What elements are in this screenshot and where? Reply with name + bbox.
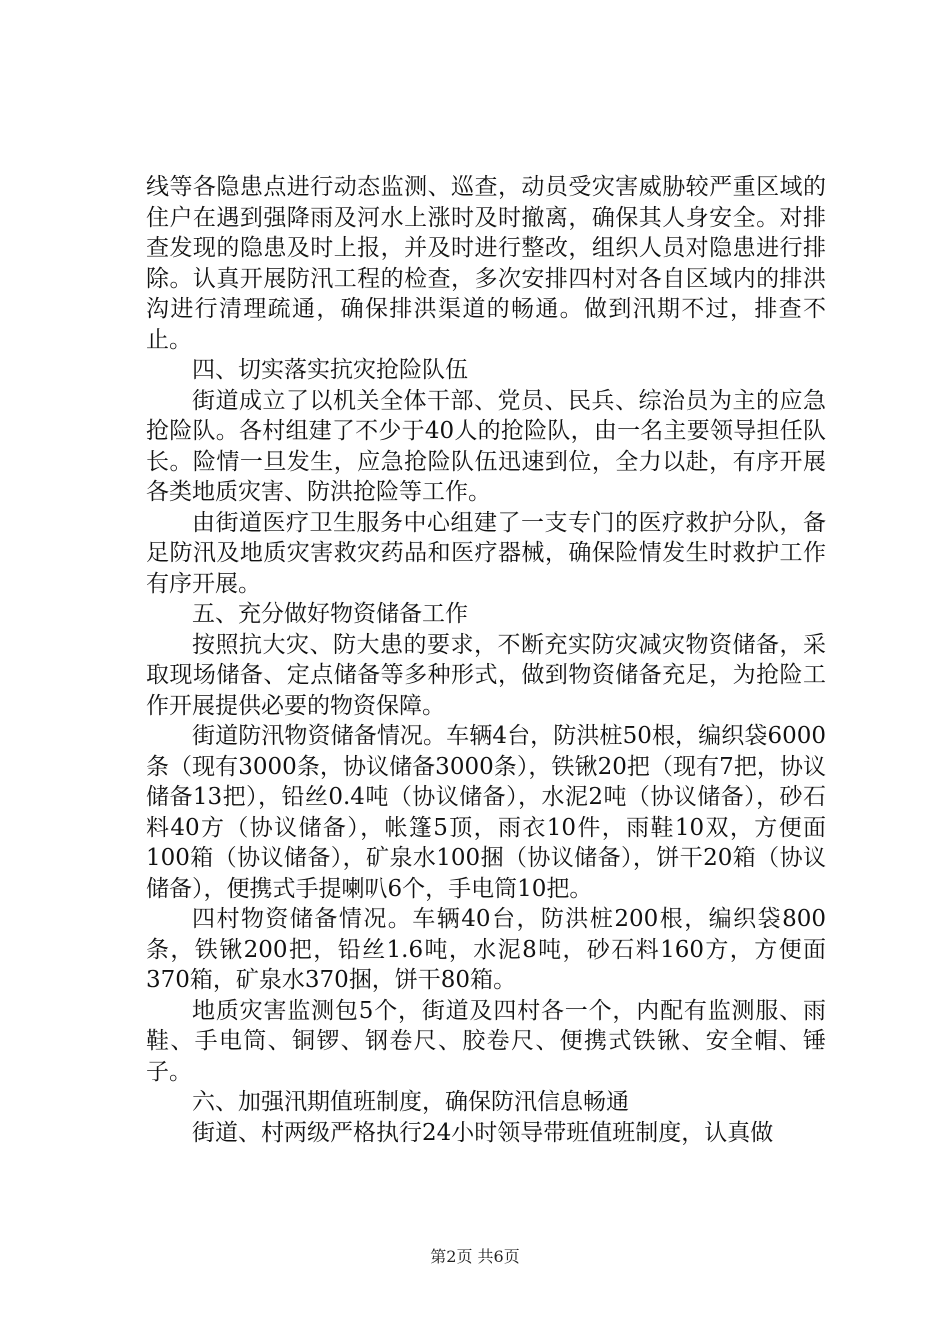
paragraph-3: 由街道医疗卫生服务中心组建了一支专门的医疗救护分队，备足防汛及地质灾害救灾药品和医疗器械，确保险情发生时救护工作有序开展。 <box>146 509 826 597</box>
page-number-footer: 第2页 共6页 <box>430 1247 520 1266</box>
paragraph-6: 四村物资储备情况。车辆40台，防洪桩200根，编织袋800条，铁锹200把，铅丝1.6吨，水泥8吨，砂石料160方，方便面370箱，矿泉水370捆，饼干80箱。 <box>146 906 826 993</box>
paragraph-1: 线等各隐患点进行动态监测、巡查，动员受灾害威胁较严重区域的住户在遇到强降雨及河水上涨时及时撤离，确保其人身安全。对排查发现的隐患及时上报，并及时进行整改，组织人员对隐患进行排除。认真开展防汛工程的检查，多次安排四村对各自区域内的排洪沟进行清理疏通，确保排洪渠道的畅通。做到汛期不过，排查不止。 <box>146 174 826 353</box>
document-body <box>146 172 826 1148</box>
paragraph-2: 街道成立了以机关全体干部、党员、民兵、综治员为主的应急抢险队。各村组建了不少于40人的抢险队，由一名主要领导担任队长。险情一旦发生，应急抢险队伍迅速到位，全力以赴，有序开展各类地质灾害、防洪抢险等工作。 <box>146 387 826 505</box>
section-heading-6: 六、加强汛期值班制度，确保防汛信息畅通 <box>192 1089 629 1115</box>
section-heading-4: 四、切实落实抗灾抢险队伍 <box>192 357 468 383</box>
paragraph-4: 按照抗大灾、防大患的要求，不断充实防灾减灾物资储备，采取现场储备、定点储备等多种形式，做到物资储备充足，为抢险工作开展提供必要的物资保障。 <box>146 631 826 719</box>
paragraph-5: 街道防汛物资储备情况。车辆4台，防洪桩50根，编织袋6000条（现有3000条，协议储备3000条），铁锹20把（现有7把，协议储备13把），铅丝0.4吨（协议储备），水泥2吨（协议储备），砂石料40方（协议储备），帐篷5顶，雨衣10件，雨鞋10双，方便面100箱（协议储备），矿泉水100捆（协议储备），饼干20箱（协议储备），便携式手提喇叭6个，手电筒10把。 <box>146 723 826 902</box>
paragraph-8: 街道、村两级严格执行24小时领导带班值班制度，认真做 <box>192 1119 774 1146</box>
paragraph-7: 地质灾害监测包5个，街道及四村各一个，内配有监测服、雨鞋、手电筒、铜锣、钢卷尺、胶卷尺、便携式铁锹、安全帽、锤子。 <box>146 997 826 1085</box>
section-heading-5: 五、充分做好物资储备工作 <box>192 601 468 627</box>
